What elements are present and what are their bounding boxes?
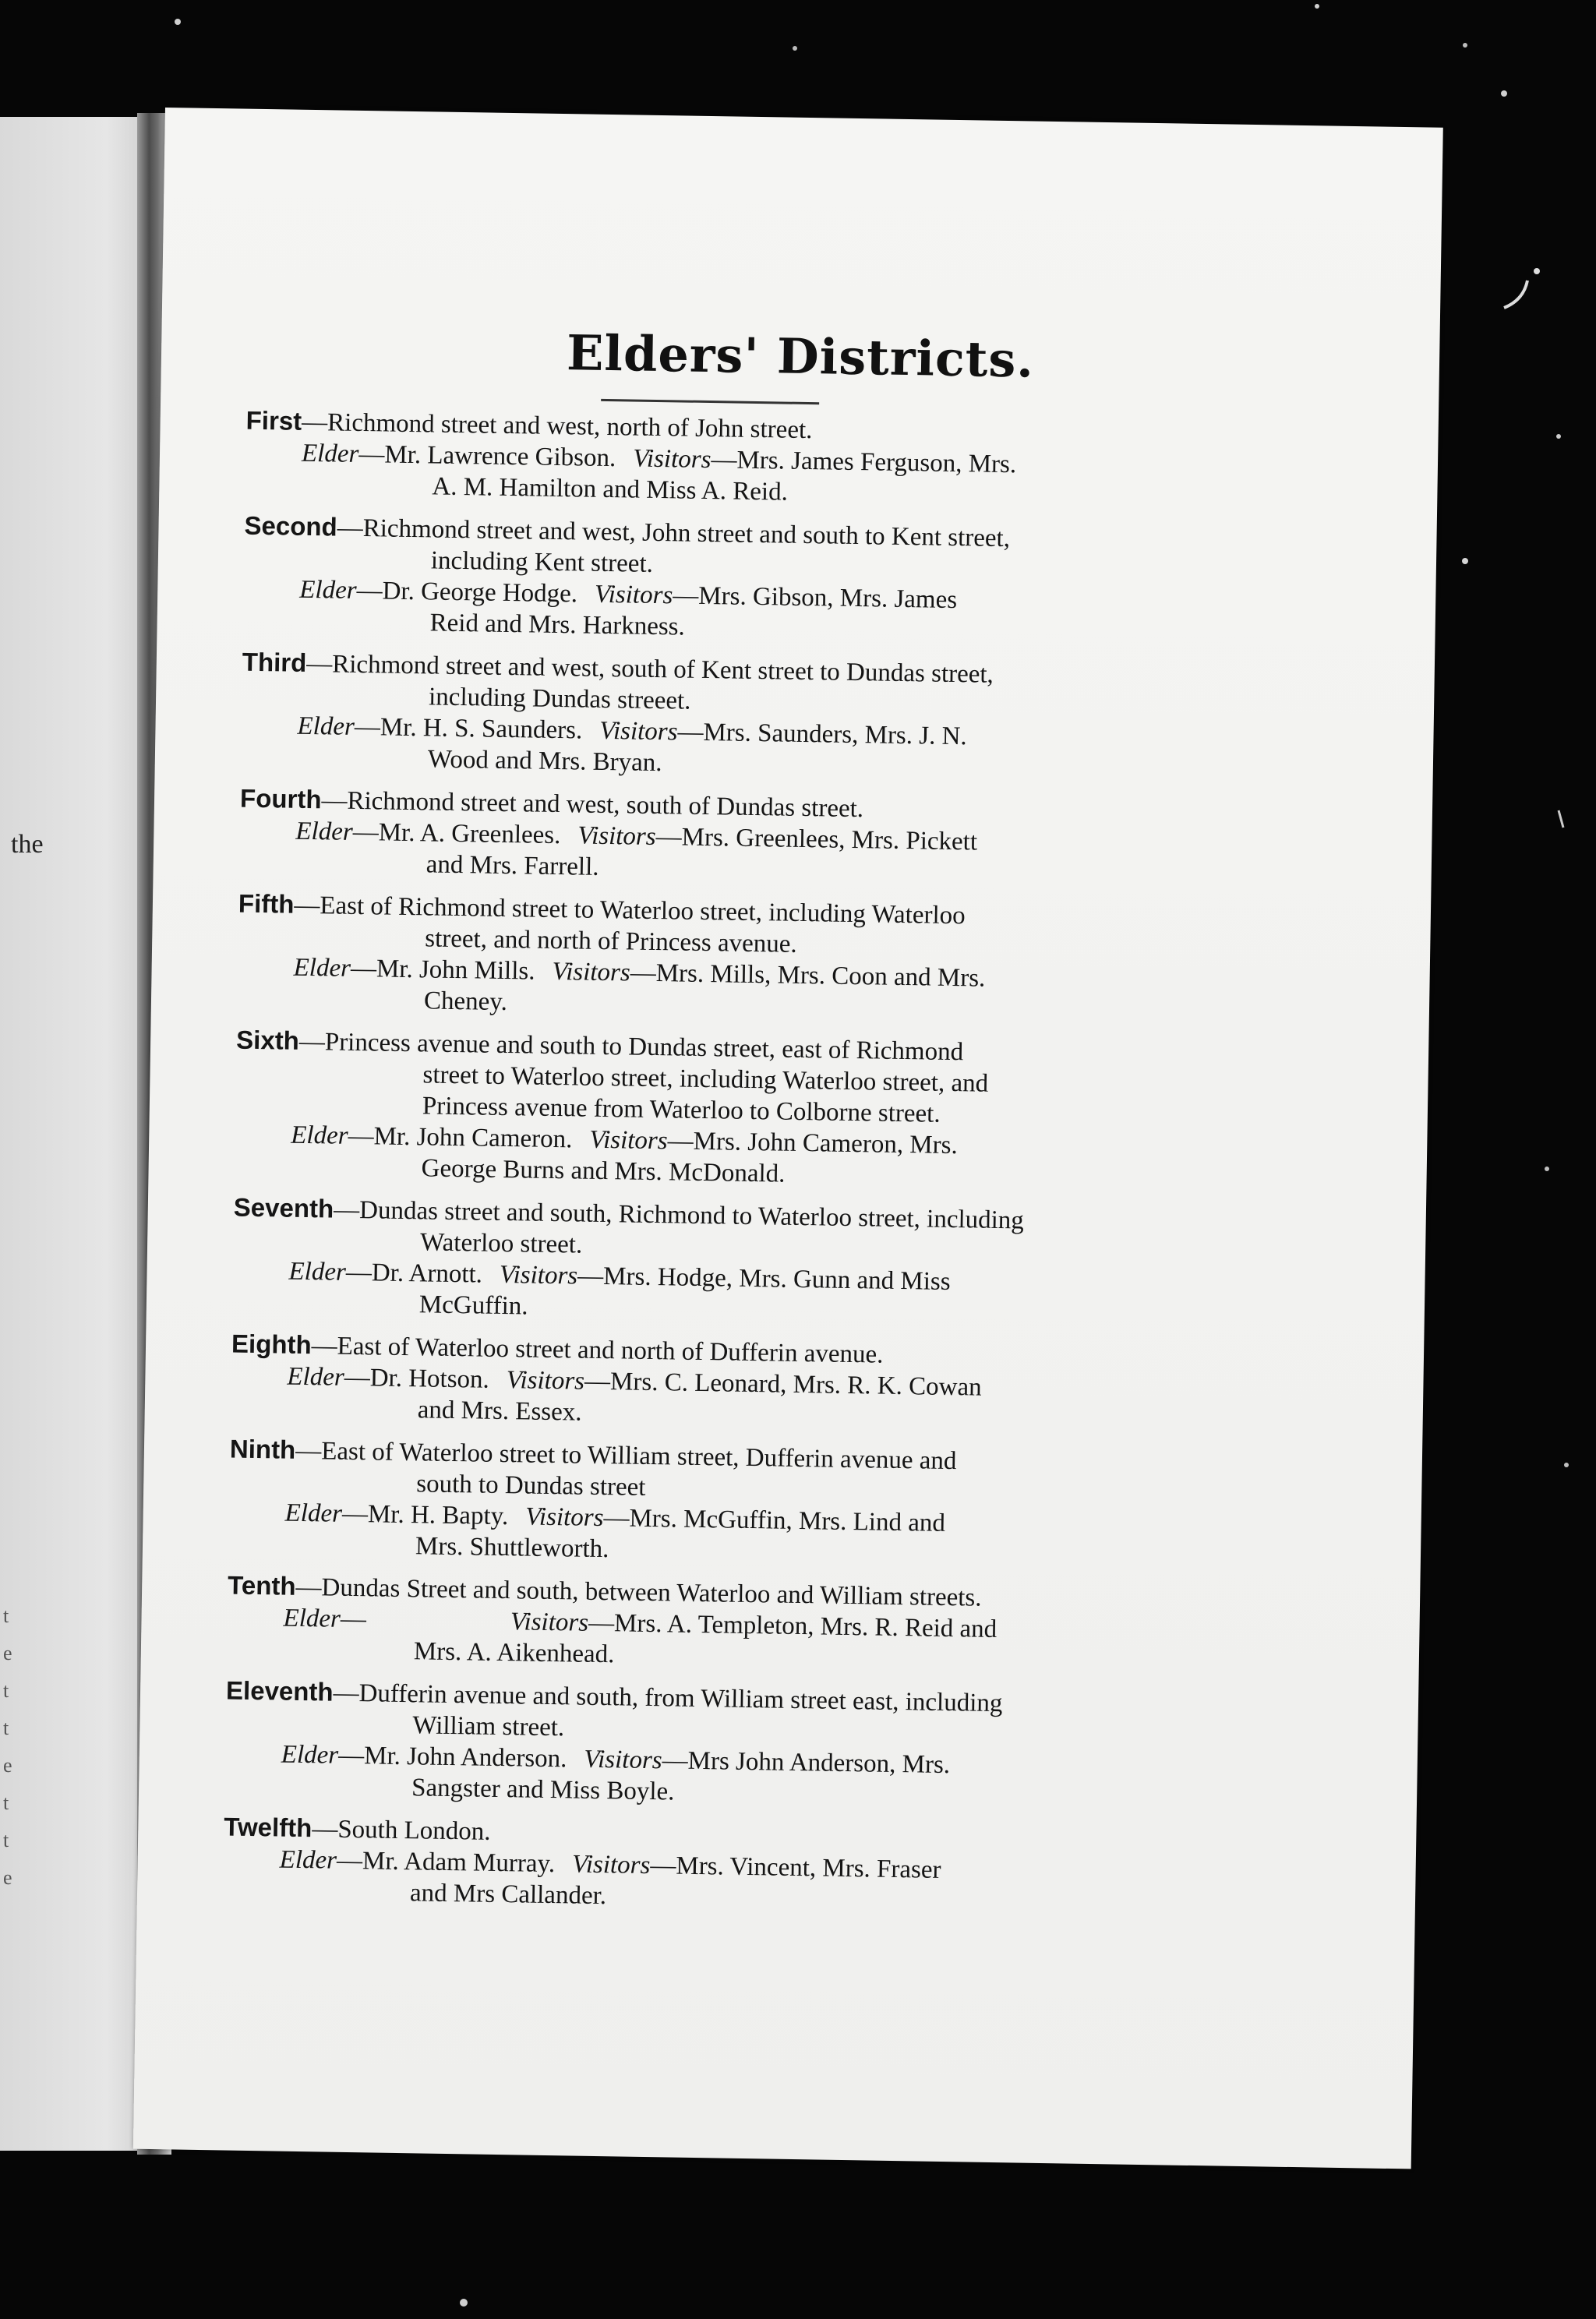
visitors-names: Mrs. Shuttleworth. [415, 1532, 609, 1564]
dash: — [306, 649, 333, 679]
elder-name: Dr. Hotson. [369, 1364, 490, 1394]
visitors-label: Visitors [552, 957, 631, 987]
dash: — [345, 1258, 373, 1287]
district-ordinal: Sixth [235, 1025, 300, 1055]
visitors-label: Visitors [584, 1745, 662, 1775]
visitors-label: Visitors [589, 1125, 668, 1156]
visitors-names: and Mrs. Farrell. [425, 850, 599, 881]
elder-name: Dr. George Hodge. [382, 577, 578, 609]
district-ordinal: First [245, 405, 302, 436]
district-area: including Dundas streeet. [428, 683, 691, 715]
visitors-label: Visitors [598, 716, 678, 747]
elder-label: Elder [287, 1362, 345, 1392]
dash: — [321, 786, 348, 815]
visitors-names: Mrs. Gibson, Mrs. James [698, 581, 958, 615]
district-entry [238, 783, 1331, 895]
dash: — [588, 1608, 615, 1638]
district-ordinal: Eighth [231, 1329, 312, 1360]
district-ordinal: Ninth [229, 1434, 296, 1464]
visitors-names: Mrs. James Ferguson, Mrs. [736, 446, 1017, 479]
dash: — [662, 1746, 688, 1775]
elder-label: Elder [291, 1121, 348, 1150]
district-area: Richmond street and west, south of Dundas street. [347, 786, 864, 824]
district-area: South London. [337, 1815, 491, 1846]
district-ordinal: Tenth [227, 1570, 296, 1601]
visitors-names: George Burns and Mrs. McDonald. [421, 1154, 786, 1188]
elder-name: Dr. Arnott. [371, 1258, 483, 1289]
district-entry [232, 1192, 1325, 1335]
district-area: Dufferin avenue and south, from William street east, including [358, 1679, 1003, 1718]
district-ordinal: Seventh [233, 1192, 334, 1223]
district-entry [241, 647, 1333, 789]
district-entry [227, 1569, 1319, 1681]
elder-name: Mr. John Cameron. [373, 1122, 573, 1154]
visitors-label: Visitors [577, 821, 656, 852]
district-entry [245, 405, 1337, 517]
dash: — [630, 958, 657, 988]
left-page-fragment: the [11, 830, 44, 859]
left-page-margin-marks: t e t t e t t e [3, 1604, 12, 1889]
visitors-label: Visitors [594, 580, 673, 610]
district-area: Princess avenue from Waterloo to Colborne street. [422, 1092, 941, 1128]
dash: — [358, 439, 385, 469]
dash: — [340, 1604, 367, 1634]
dash: — [348, 1121, 374, 1151]
visitors-names: Sangster and Miss Boyle. [411, 1774, 675, 1806]
dash: — [352, 817, 380, 847]
dash: — [311, 1332, 337, 1361]
visitors-names: Mrs. C. Leonard, Mrs. R. K. Cowan [609, 1368, 982, 1402]
district-entry [223, 1811, 1315, 1922]
visitors-label: Visitors [632, 444, 711, 475]
dash: — [673, 581, 699, 610]
dash: — [333, 1195, 360, 1225]
district-area: East of Richmond street to Waterloo street, including Waterloo [320, 891, 966, 930]
visitors-names: A. M. Hamilton and Miss A. Reid. [432, 472, 789, 507]
elder-name: Mr. John Mills. [376, 955, 535, 986]
dash: — [294, 891, 320, 920]
dash: — [354, 712, 381, 742]
dash: — [577, 1262, 604, 1291]
dash: — [650, 1851, 676, 1880]
district-entry [231, 1329, 1323, 1440]
visitors-names: McGuffin. [418, 1290, 528, 1321]
visitors-names: Mrs. A. Aikenhead. [413, 1637, 615, 1669]
elder-label: Elder [293, 953, 351, 983]
district-area: Princess avenue and south to Dundas street, east of Richmond [324, 1028, 964, 1067]
visitors-label: Visitors [510, 1608, 589, 1637]
dash: — [584, 1367, 611, 1396]
dash: — [333, 1678, 359, 1708]
elder-name: Mr. John Anderson. [363, 1742, 567, 1774]
district-ordinal: Third [242, 647, 307, 677]
district-ordinal: Twelfth [224, 1812, 312, 1843]
visitors-names: Mrs. John Cameron, Mrs. [693, 1127, 959, 1160]
district-area: street, and north of Princess avenue. [425, 924, 797, 958]
dash: — [295, 1436, 322, 1466]
dash: — [336, 1846, 363, 1876]
dash: — [298, 1027, 326, 1057]
district-area: East of Waterloo street to William street, Dufferin avenue and [320, 1437, 957, 1476]
visitors-names: and Mrs Callander. [409, 1879, 607, 1911]
dash: — [667, 1127, 694, 1156]
elder-label: Elder [281, 1740, 339, 1770]
district-area: Richmond street and west, south of Kent street to Dundas street, [332, 650, 994, 689]
document-page [133, 108, 1443, 2169]
dash: — [711, 446, 737, 475]
elder-label: Elder [299, 575, 357, 605]
district-list [223, 405, 1337, 1934]
visitors-names: Mrs. Mills, Mrs. Coon and Mrs. [655, 959, 986, 993]
district-entry [224, 1675, 1317, 1817]
elder-label: Elder [284, 1498, 343, 1528]
visitors-names: Mrs. A. Templeton, Mrs. R. Reid and [613, 1609, 998, 1644]
dash: — [677, 718, 704, 747]
district-area: William street. [412, 1711, 565, 1742]
visitors-names: Reid and Mrs. Harkness. [429, 609, 686, 641]
district-area: Richmond street and west, John street and south to Kent street, [362, 514, 1011, 553]
elder-name: Mr. A. Greenlees. [378, 818, 561, 850]
district-entry [237, 888, 1329, 1031]
left-page [0, 117, 153, 2151]
dash: — [356, 576, 383, 605]
visitors-label: Visitors [524, 1502, 604, 1533]
title-divider [601, 399, 819, 404]
district-ordinal: Fourth [239, 783, 322, 814]
district-entry [234, 1025, 1327, 1198]
district-area: Richmond street and west, north of John street. [327, 408, 813, 445]
dash: — [312, 1815, 338, 1844]
district-area: East of Waterloo street and north of Dufferin avenue. [337, 1332, 884, 1369]
district-entry [242, 510, 1335, 653]
elder-name: Mr. H. S. Saunders. [380, 713, 583, 745]
dash: — [655, 823, 682, 852]
district-area: Dundas Street and south, between Waterloo and William streets. [321, 1573, 982, 1612]
district-area: south to Dundas street [416, 1470, 646, 1502]
dash: — [301, 408, 328, 437]
district-area: Waterloo street. [419, 1228, 583, 1259]
dash: — [603, 1504, 630, 1533]
page-title: Elders' Districts. [566, 324, 1035, 389]
elder-label: Elder [301, 439, 359, 468]
elder-name: Mr. Adam Murray. [362, 1847, 556, 1879]
district-area: street to Waterloo street, including Waterloo street, and [422, 1061, 989, 1098]
visitors-names: Mrs. Hodge, Mrs. Gunn and Miss [602, 1262, 951, 1297]
visitors-names: Mrs. Vincent, Mrs. Fraser [676, 1851, 941, 1884]
spacer [366, 1627, 510, 1629]
visitors-names: and Mrs. Essex. [417, 1396, 582, 1427]
dash: — [295, 1572, 322, 1602]
elder-label: Elder [295, 817, 354, 846]
elder-name: Mr. Lawrence Gibson. [384, 440, 616, 473]
dash: — [341, 1499, 369, 1529]
district-ordinal: Second [244, 510, 338, 542]
elder-label: Elder [297, 711, 355, 741]
district-ordinal: Eleventh [225, 1675, 334, 1707]
elder-label: Elder [288, 1257, 347, 1287]
visitors-names: Mrs John Anderson, Mrs. [687, 1746, 951, 1780]
dash: — [344, 1363, 371, 1392]
visitors-label: Visitors [571, 1850, 651, 1880]
visitors-names: Mrs. Greenlees, Mrs. Pickett [681, 823, 978, 856]
elder-name: Mr. H. Bapty. [367, 1500, 509, 1531]
visitors-names: Mrs. Saunders, Mrs. J. N. [703, 718, 967, 751]
district-ordinal: Fifth [238, 888, 295, 919]
dash: — [337, 514, 364, 543]
dash: — [350, 954, 377, 983]
elder-label: Elder [283, 1604, 341, 1633]
visitors-names: Wood and Mrs. Bryan. [427, 745, 662, 778]
visitors-names: Cheney. [423, 987, 508, 1017]
visitors-label: Visitors [506, 1366, 585, 1396]
visitors-label: Visitors [499, 1260, 578, 1290]
district-area: Dundas street and south, Richmond to Waterloo street, including [358, 1196, 1025, 1235]
dash: — [337, 1741, 365, 1770]
visitors-names: Mrs. McGuffin, Mrs. Lind and [629, 1504, 946, 1537]
district-entry [228, 1434, 1321, 1576]
district-area: including Kent street. [430, 546, 654, 578]
elder-label: Elder [279, 1845, 337, 1875]
